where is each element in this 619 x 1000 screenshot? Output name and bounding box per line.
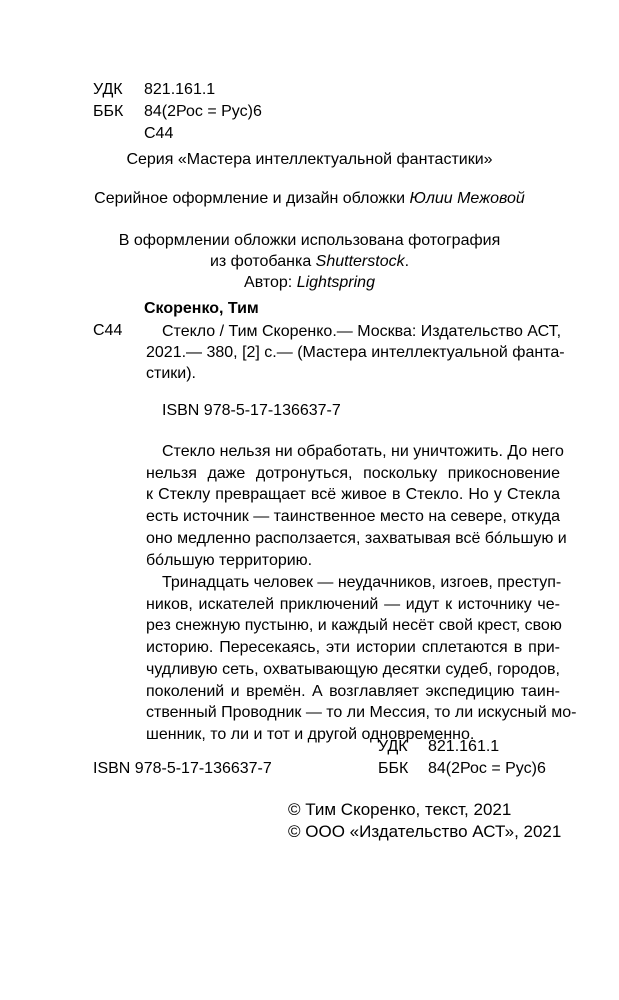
annotation-line: бóльшую территорию. — [146, 551, 313, 569]
annotation-line: рез снежную пустыню, и каждый несёт свой крест, свою — [146, 617, 562, 635]
bbk-label: ББК — [93, 103, 124, 120]
udk-label: УДК — [93, 81, 123, 98]
designer-name: Юлии Межовой — [409, 190, 525, 207]
copyright-publisher: © ООО «Издательство АСТ», 2021 — [288, 822, 562, 841]
catalog-description — [146, 321, 565, 384]
annotation-line: историю. Пересекаясь, эти истории сплетаются в при- — [146, 639, 560, 657]
photo-bank-name: Shutterstock — [315, 253, 405, 270]
annotation-line: есть источник — таинственное место на севере, откуда — [146, 508, 561, 526]
series-line: Серия «Мастера интеллектуальной фантастики» — [126, 151, 493, 168]
annotation-line: ственный Проводник — то ли Мессия, то ли искусный мо- — [146, 704, 577, 722]
catalog-line: Стекло / Тим Скоренко.— Москва: Издательство АСТ, — [162, 323, 562, 340]
annotation-line: шенник, то ли и тот и другой одновременно. — [146, 725, 475, 743]
author-sign: С44 — [144, 125, 174, 142]
photo-author-name: Lightspring — [296, 274, 375, 291]
annotation-line: к Стеклу превращает всё живое в Стекло. Но у Стекла — [146, 486, 560, 504]
annotation-line: ников, искателей приключений — идут к источнику че- — [146, 595, 560, 613]
design-credit — [0, 189, 619, 209]
catalog-sign: С44 — [93, 322, 123, 339]
copyright-author: © Тим Скоренко, текст, 2021 — [288, 800, 512, 819]
bottom-bbk-value: 84(2Рос = Рус)6 — [428, 760, 546, 777]
annotation-line: поколений и времён. А возглавляет экспедицию таин- — [146, 682, 560, 700]
annotation-line: Тринадцать человек — неудачников, изгоев, преступ- — [162, 574, 562, 591]
cover-photo-line2 — [0, 252, 619, 272]
annotation-line: оно медленно расползается, захватывая всё бóльшую и — [146, 529, 567, 547]
photo-bank-text: из фотобанка — [209, 253, 316, 270]
bbk-value: 84(2Рос = Рус)6 — [144, 103, 262, 120]
annotation-line: Стекло нельзя ни обработать, ни уничтожить. До него — [162, 443, 564, 460]
bottom-bbk-label: ББК — [378, 760, 409, 777]
design-text: Серийное оформление и дизайн обложки — [94, 190, 410, 207]
photo-bank-end: . — [404, 253, 410, 270]
catalog-line: стики). — [146, 365, 196, 382]
cover-photo-line1: В оформлении обложки использована фотография — [118, 232, 501, 249]
bottom-udk-value: 821.161.1 — [428, 738, 500, 755]
bottom-udk-label: УДК — [378, 738, 408, 755]
bottom-isbn: ISBN 978-5-17-136637-7 — [93, 760, 272, 777]
photo-author-label: Автор: — [244, 274, 297, 291]
udk-value: 821.161.1 — [144, 81, 216, 98]
catalog-line: 2021.— 380, [2] с.— (Мастера интеллектуальной фанта- — [146, 344, 565, 361]
annotation-paragraph-2 — [146, 572, 577, 746]
annotation-paragraph-1 — [146, 441, 567, 571]
catalog-author-heading: Скоренко, Тим — [144, 300, 259, 317]
annotation-line: нельзя даже дотронуться, поскольку прикосновение — [146, 464, 560, 482]
catalog-isbn: ISBN 978-5-17-136637-7 — [162, 402, 341, 419]
cover-photo-line3 — [0, 273, 619, 293]
annotation-line: чудливую сеть, охватывающую десятки судеб, городов, — [146, 660, 560, 678]
